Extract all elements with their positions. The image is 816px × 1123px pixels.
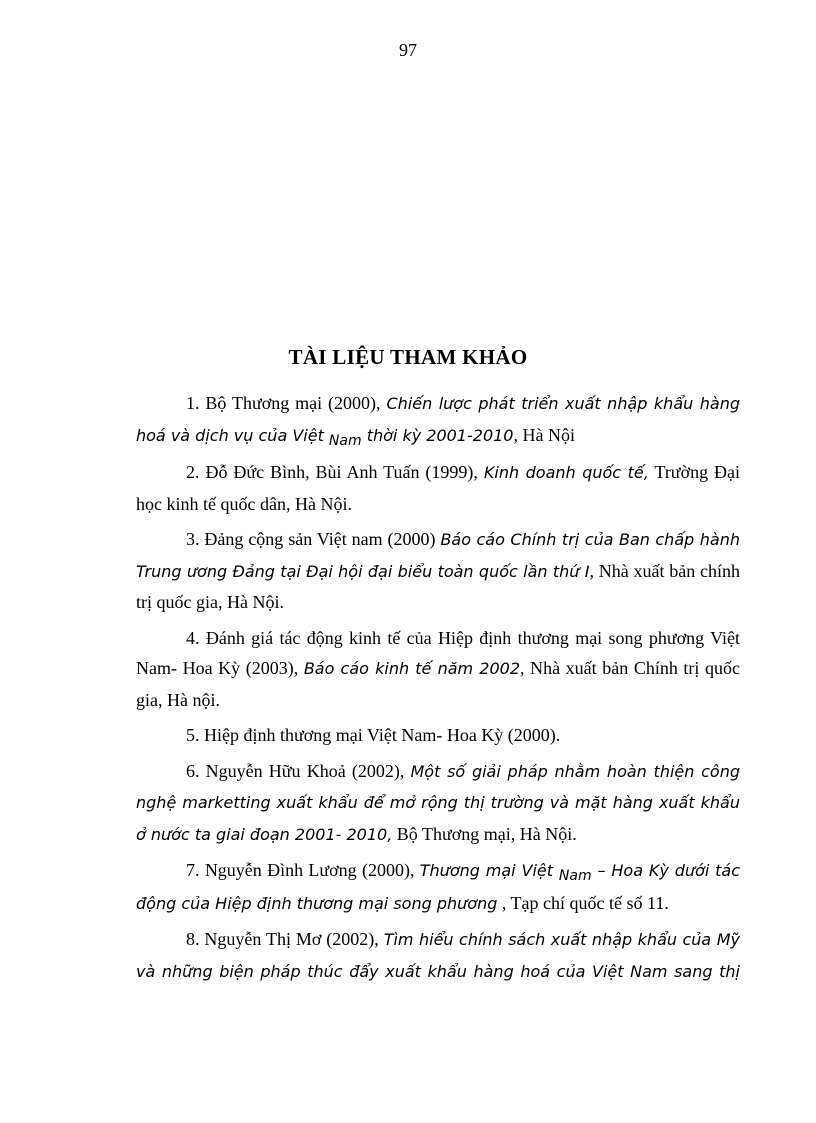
ref-title: Báo cáo kinh tế năm 2002 xyxy=(303,659,520,678)
ref-number: 7. xyxy=(186,860,200,880)
ref-title: Chiến lược phát triển xuất nhập khẩu hàng hoá và dịch vụ của Việt xyxy=(136,394,740,445)
ref-title: Thương mại Việt xyxy=(419,861,559,880)
ref-author: Hiệp định thương mại Việt Nam- Hoa Kỳ (2000). xyxy=(204,725,561,745)
reference-list xyxy=(136,388,740,992)
ref-number: 3. xyxy=(186,529,200,549)
reference-item xyxy=(136,924,740,987)
ref-number: 1. xyxy=(186,393,200,413)
ref-title-tail: – Hoa Kỳ dưới tác động của Hiệp định thương mại song phương xyxy=(136,861,741,913)
page-number: 97 xyxy=(399,40,417,60)
reference-item xyxy=(136,457,740,519)
reference-item xyxy=(136,388,740,452)
ref-publisher: Trường Đại học kinh tế quốc dân, Hà Nội. xyxy=(136,462,741,514)
reference-item xyxy=(136,623,740,716)
reference-item xyxy=(136,855,740,919)
ref-publisher: , Nhà xuất bản Chính trị quốc gia, Hà nội. xyxy=(136,658,740,710)
ref-number: 4. xyxy=(186,627,200,648)
ref-author: Đỗ Đức Bình, Bùi Anh Tuấn (1999), xyxy=(205,462,484,482)
ref-title-tail: thời kỳ 2001-2010 xyxy=(361,425,514,445)
ref-author: Nguyễn Thị Mơ (2002), xyxy=(204,929,384,949)
ref-title-part: Nam xyxy=(558,868,592,884)
reference-item xyxy=(136,720,740,751)
ref-author: Nguyễn Đình Lương (2000), xyxy=(204,860,420,880)
ref-author: Nguyễn Hữu Khoả (2002), xyxy=(205,760,411,781)
ref-title: Tìm hiểu chính sách xuất nhập khẩu của Mỹ và những biện pháp thúc đẩy xuất khẩu hàng hoá của Việt Nam sang thị xyxy=(136,930,741,981)
ref-number: 8. xyxy=(186,929,200,949)
ref-number: 2. xyxy=(186,462,200,482)
page-title: TÀI LIỆU THAM KHẢO xyxy=(288,345,528,369)
reference-item xyxy=(136,524,740,618)
ref-publisher: , Hà Nội xyxy=(513,424,575,445)
ref-publisher: , Nhà xuất bản chính trị quốc gia, Hà Nội. xyxy=(136,560,740,612)
ref-title: Báo cáo Chính trị của Ban chấp hành Trung ương Đảng tại Đại hội đại biểu toàn quốc lần thứ I xyxy=(136,530,741,581)
ref-publisher: Bộ Thương mại, Hà Nội. xyxy=(392,823,577,844)
ref-author: Đảng cộng sản Việt nam (2000) xyxy=(204,529,441,549)
ref-title: Kinh doanh quốc tế, xyxy=(483,463,649,482)
reference-item xyxy=(136,756,740,851)
ref-title: Một số giải pháp nhằm hoàn thiện công nghệ marketting xuất khẩu để mở rộng thị trường và mặt hàng xuất khẩu ở nước ta giai đoạn 2001- 2010, xyxy=(136,761,740,844)
ref-publisher: , Tạp chí quốc tế số 11. xyxy=(497,892,669,913)
ref-title-part: Nam xyxy=(328,432,362,449)
ref-author: Bộ Thương mại (2000), xyxy=(205,393,387,413)
ref-author: Đánh giá tác động kinh tế của Hiệp định thương mại song phương Việt Nam- Hoa Kỳ (2003), xyxy=(136,627,740,678)
ref-number: 5. xyxy=(186,725,200,745)
ref-number: 6. xyxy=(186,760,200,781)
